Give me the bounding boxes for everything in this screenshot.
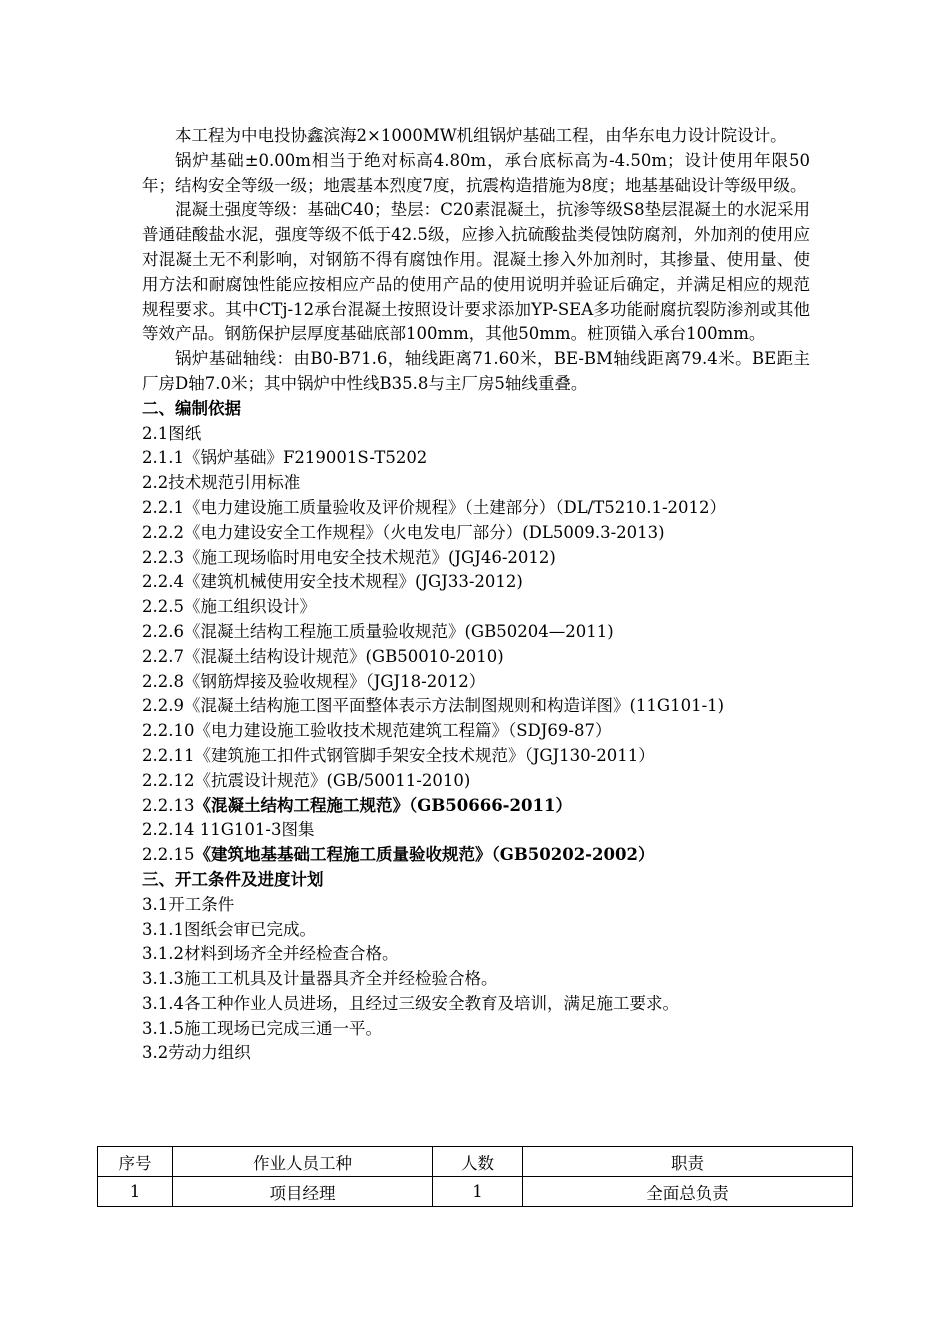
list-item-2-2-13 bbox=[142, 794, 810, 819]
paragraph-project-overview: 本工程为中电投协鑫滨海2×1000MW机组锅炉基础工程，由华东电力设计院设计。 bbox=[175, 126, 787, 145]
table-header-row bbox=[98, 1147, 853, 1177]
paragraph-axis-lines: 锅炉基础轴线：由B0-B71.6，轴线距离71.60米，BE-BM轴线距离79.4米。BE距主厂房D轴7.0米；其中锅炉中性线B35.8与主厂房5轴线重叠。 bbox=[142, 349, 810, 393]
paragraph-concrete-grade: 混凝土强度等级：基础C40；垫层：C20素混凝土，抗渗等级S8垫层混凝土的水泥采用普通硅酸盐水泥，强度等级不低于42.5级，应掺入抗硫酸盐类侵蚀防腐剂，外加剂的使用应对混凝土无不利影响，对钢筋不得有腐蚀作用。混凝土掺入外加剂时，其掺量、使用量、使用方法和耐腐蚀性能应按相应产品的使用产品的使用说明并验证后确定，并满足相应的规范规程要求。其中CTj-12承台混凝土按照设计要求添加YP-SEA多功能耐腐抗裂防渗剂或其他等效产品。钢筋保护层厚度基础底部100mm，其他50mm。桩顶锚入承台100mm。 bbox=[142, 200, 810, 344]
list-item: 2.2.11《建筑施工扣件式钢管脚手架安全技术规范》（JGJ130-2011） bbox=[142, 745, 655, 765]
item-title: 《建筑地基基础工程施工质量验收规范》（GB50202-2002） bbox=[194, 845, 655, 865]
list-item: 2.2.5《施工组织设计》 bbox=[142, 597, 316, 617]
document-body bbox=[142, 124, 810, 1066]
item-number: 2.2.15 bbox=[142, 845, 195, 865]
header-cell-count: 人数 bbox=[433, 1147, 523, 1177]
header-cell-index: 序号 bbox=[98, 1147, 173, 1177]
list-item: 2.2.8《钢筋焊接及验收规程》（JGJ18-2012） bbox=[142, 671, 486, 691]
labor-table bbox=[97, 1146, 853, 1207]
list-item: 2.2.7《混凝土结构设计规范》(GB50010-2010) bbox=[142, 646, 504, 666]
table-cell: 1 bbox=[98, 1177, 173, 1207]
item-title: 《混凝土结构工程施工规范》（GB50666-2011） bbox=[194, 795, 572, 815]
list-item: 2.2.6《混凝土结构工程施工质量验收规范》(GB50204—2011) bbox=[142, 621, 614, 641]
subheading-drawings: 2.1图纸 bbox=[142, 423, 202, 443]
list-item: 2.1.1《锅炉基础》F219001S-T5202 bbox=[142, 448, 428, 468]
list-item: 2.2.2《电力建设安全工作规程》（火电发电厂部分）(DL5009.3-2013) bbox=[142, 522, 665, 542]
list-item: 2.2.1《电力建设施工质量验收及评价规程》（土建部分）（DL/T5210.1-2012） bbox=[142, 497, 727, 517]
paragraph-elevation-design: 锅炉基础±0.00m相当于绝对标高4.80m，承台底标高为-4.50m；设计使用年限50年；结构安全等级一级；地震基本烈度7度，抗震构造措施为8度；地基基础设计等级甲级。 bbox=[142, 150, 810, 195]
list-item: 3.1.5施工现场已完成三通一平。 bbox=[142, 1018, 382, 1038]
list-item: 2.2.9《混凝土结构施工图平面整体表示方法制图规则和构造详图》(11G101-1) bbox=[142, 696, 725, 716]
table-row bbox=[98, 1177, 853, 1207]
table-cell: 项目经理 bbox=[173, 1177, 433, 1207]
subheading-standards: 2.2技术规范引用标准 bbox=[142, 473, 301, 493]
subheading-start-conditions: 3.1开工条件 bbox=[142, 894, 235, 914]
table-cell: 1 bbox=[433, 1177, 523, 1207]
list-item: 2.2.4《建筑机械使用安全技术规程》(JGJ33-2012) bbox=[142, 572, 523, 592]
list-item: 3.1.4各工种作业人员进场，且经过三级安全教育及培训，满足施工要求。 bbox=[142, 993, 679, 1013]
header-cell-duty: 职责 bbox=[523, 1147, 853, 1177]
section-heading-basis: 二、编制依据 bbox=[142, 398, 241, 418]
list-item: 2.2.3《施工现场临时用电安全技术规范》(JGJ46-2012) bbox=[142, 547, 556, 567]
subheading-labor: 3.2劳动力组织 bbox=[142, 1043, 251, 1063]
list-item: 2.2.14 11G101-3图集 bbox=[142, 820, 315, 840]
section-heading-start-conditions: 三、开工条件及进度计划 bbox=[142, 869, 324, 889]
list-item: 2.2.12《抗震设计规范》(GB/50011-2010) bbox=[142, 770, 471, 790]
table-cell: 全面总负责 bbox=[523, 1177, 853, 1207]
item-number: 2.2.13 bbox=[142, 795, 195, 815]
list-item-2-2-15 bbox=[142, 843, 810, 868]
list-item: 3.1.2材料到场齐全并经检查合格。 bbox=[142, 944, 399, 964]
list-item: 3.1.3施工工机具及计量器具齐全并经检验合格。 bbox=[142, 969, 498, 989]
header-cell-trade: 作业人员工种 bbox=[173, 1147, 433, 1177]
list-item: 3.1.1图纸会审已完成。 bbox=[142, 919, 316, 939]
list-item: 2.2.10《电力建设施工验收技术规范建筑工程篇》（SDJ69-87） bbox=[142, 721, 612, 741]
